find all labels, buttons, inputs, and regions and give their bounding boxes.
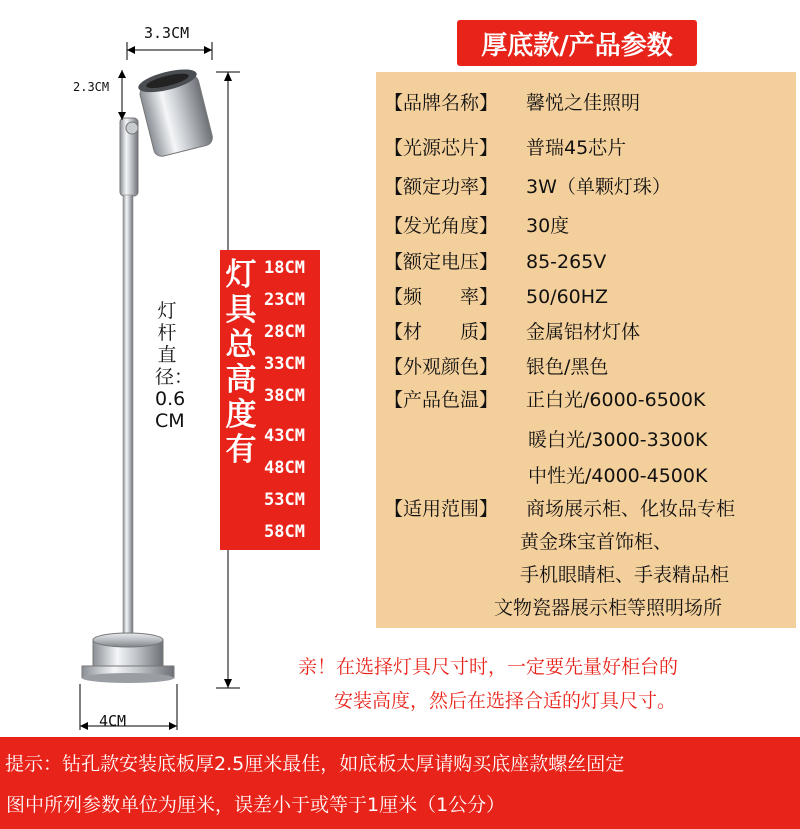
head-height-label: 2.3CM [73, 80, 110, 94]
head-width-label: 3.3CM [144, 24, 190, 42]
param-key: 【品牌名称】 [384, 92, 499, 114]
param-key: 【发光角度】 [384, 215, 499, 237]
size-option: 53CM [264, 490, 305, 510]
size-option: 38CM [264, 386, 305, 406]
color-temp-extra: 中性光/4000-4500K [528, 465, 708, 487]
param-value: 50/60HZ [526, 286, 609, 308]
scope-line: 文物瓷器展示柜等照明场所 [494, 597, 723, 619]
param-row [384, 353, 608, 381]
param-row [384, 134, 626, 162]
bottom-notice-line: 提示：钻孔款安装底板厚2.5厘米最佳，如底板太厚请购买底座款螺丝固定 [5, 753, 625, 775]
param-key: 【额定电压】 [384, 251, 499, 273]
param-value: 馨悦之佳照明 [526, 92, 641, 114]
param-key: 【适用范围】 [384, 498, 499, 520]
param-key: 【频 率】 [384, 286, 499, 308]
base-width-label: 4CM [99, 712, 127, 730]
param-row [384, 248, 606, 276]
param-value: 30度 [526, 215, 570, 237]
param-key: 【额定功率】 [384, 176, 499, 198]
param-row [384, 89, 640, 117]
size-option: 28CM [264, 322, 305, 342]
param-value: 85-265V [526, 251, 607, 273]
param-row [384, 386, 705, 414]
param-value: 普瑞45芯片 [526, 137, 627, 159]
param-row [384, 318, 640, 346]
param-value: 金属铝材灯体 [526, 321, 641, 343]
size-option: 43CM [264, 426, 305, 446]
param-key: 【光源芯片】 [384, 137, 499, 159]
note-line: 亲！在选择灯具尺寸时，一定要先量好柜台的 [298, 656, 679, 678]
param-value: 正白光/6000-6500K [526, 389, 706, 411]
param-key: 【材 质】 [384, 321, 499, 343]
param-row [384, 173, 671, 201]
param-row [384, 212, 569, 240]
param-value: 3W（单颗灯珠） [526, 176, 671, 198]
param-key: 【外观颜色】 [384, 356, 499, 378]
scope-line: 黄金珠宝首饰柜、 [520, 531, 673, 553]
note-line: 安装高度，然后在选择合适的灯具尺寸。 [334, 690, 677, 712]
pole-diameter-text: 灯杆直径：0.6 CM [155, 300, 194, 432]
param-row [384, 283, 608, 311]
param-value: 银色/黑色 [526, 356, 609, 378]
bottom-notice-line: 图中所列参数单位为厘米，误差小于或等于1厘米（1公分） [6, 794, 506, 816]
size-option: 48CM [264, 458, 305, 478]
color-temp-extra: 暖白光/3000-3300K [528, 429, 708, 451]
scope-line: 商场展示柜、化妆品专柜 [526, 498, 736, 520]
page-title: 厚底款/产品参数 [457, 20, 697, 66]
size-option: 18CM [264, 258, 305, 278]
size-option: 23CM [264, 290, 305, 310]
total-height-label: 灯具总高度有 [225, 257, 257, 468]
size-option: 33CM [264, 354, 305, 374]
param-key: 【产品色温】 [384, 389, 499, 411]
scope-line: 手机眼睛柜、手表精品柜 [520, 564, 730, 586]
param-row-scope [384, 495, 735, 523]
size-option: 58CM [264, 522, 305, 542]
